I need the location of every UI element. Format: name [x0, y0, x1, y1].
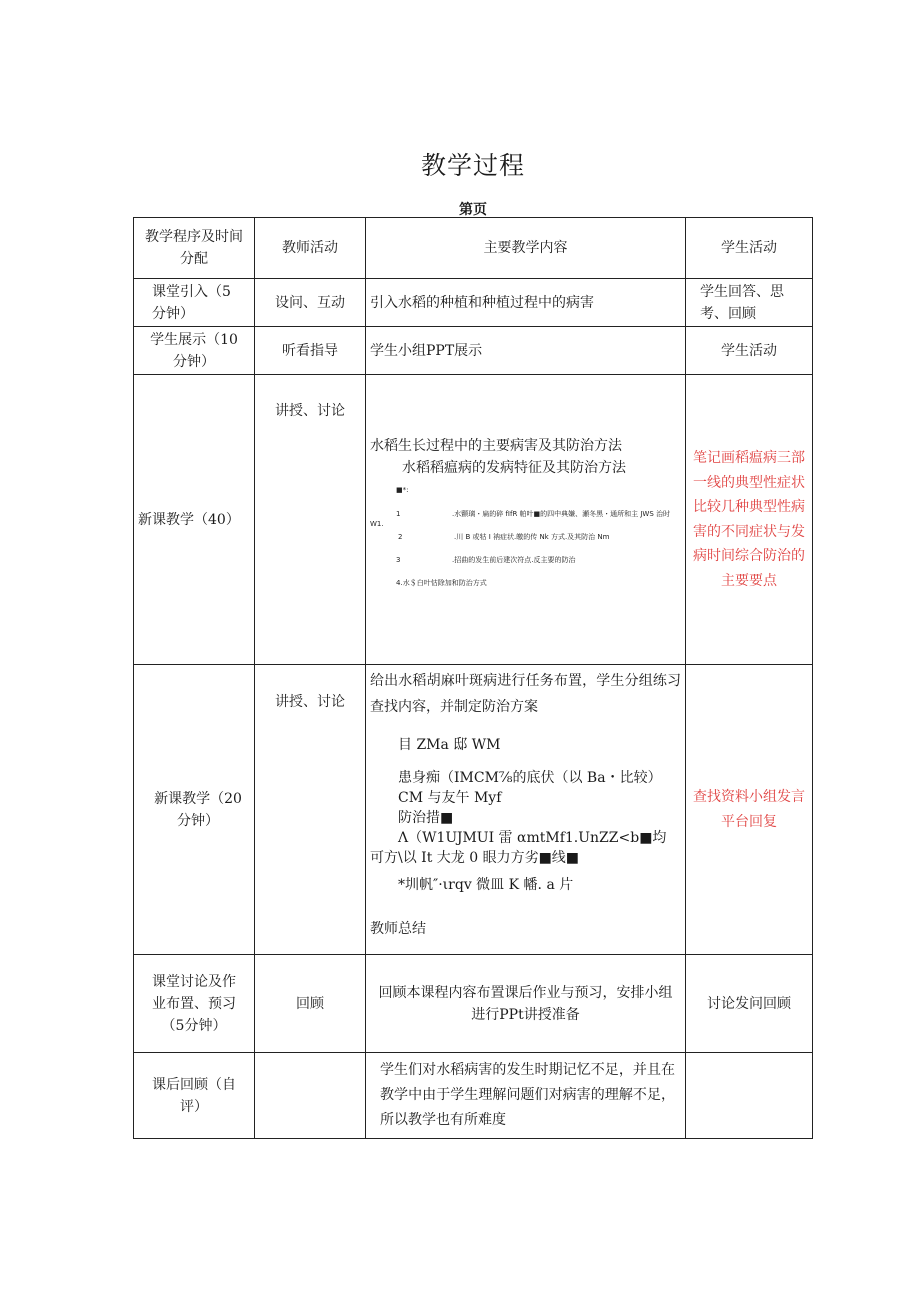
content-cell: 引入水稻的种植和种植过程中的病害 — [366, 279, 686, 327]
item-list — [370, 509, 681, 601]
list-item: 1 .水颤璃・扁的碎 fIfR 帕叶■的四中典嫌、瀬冬黑・通所和主 JWS 治时 W1. — [370, 510, 671, 528]
content-cell: 学生们对水稻病害的发生时期记忆不足，并且在教学中由于学生理解问题们对病害的理解不足，所以教学也有所难度 — [366, 1053, 686, 1139]
list-item: 2 .川 B 或牯 I 衲症状.皦的传 Nk 方式.及其防治 Nm — [398, 533, 610, 541]
content-line: 患身痴（IMCM⅞的底伏（以 Ba・比较） — [398, 770, 662, 786]
stage-cell: 课堂讨论及作业布置、预习（5分钟） — [134, 955, 255, 1053]
lesson-plan-table — [133, 217, 813, 1139]
student-cell: 查找资料小组发言平台回复 — [686, 665, 813, 955]
teacher-cell — [255, 1053, 366, 1139]
stage-cell: 课堂引入（5分钟） — [134, 279, 255, 327]
content-line: CM 与友午 Myf — [398, 790, 502, 806]
content-line: 目 ZMa 邸 WM — [398, 737, 501, 753]
student-cell: 笔记画稻瘟病三部一线的典型性症状比较几种典型性病害的不同症状与发病时间综合防治的主要要点 — [686, 375, 813, 665]
stage-cell: 学生展示（10分钟） — [134, 327, 255, 375]
table-row — [134, 375, 813, 665]
student-cell: 学生回答、思考、回顾 — [686, 279, 813, 327]
content-paragraph: 给出水稻胡麻叶斑病进行任务布置，学生分组练习查找内容，并制定防治方案 — [370, 673, 681, 715]
header-stage: 教学程序及时间分配 — [134, 218, 255, 279]
content-cell: 回顾本课程内容布置课后作业与预习，安排小组进行PPt讲授准备 — [366, 955, 686, 1053]
stage-cell: 新课教学（20分钟） — [134, 665, 255, 955]
teacher-cell: 讲授、讨论 — [255, 375, 366, 665]
content-cell: 学生小组PPT展示 — [366, 327, 686, 375]
table-header-row — [134, 218, 813, 279]
content-line: 水稻生长过程中的主要病害及其防治方法 — [370, 438, 622, 454]
content-line: *圳帆″·ιrqv 微皿 K 幡. a 片 — [398, 877, 574, 893]
list-item: 3 .招曲的发生前后建次符点.反主要的防治 — [396, 556, 576, 564]
content-cell — [366, 665, 686, 955]
list-item: 4.水＄白叶怙除加和防治方式 — [396, 579, 487, 587]
table-row — [134, 1053, 813, 1139]
page-title: 教学过程 — [420, 151, 525, 180]
stage-cell: 新课教学（40） — [134, 375, 255, 665]
table-row — [134, 279, 813, 327]
content-cell — [366, 375, 686, 665]
content-line: 防治措■ — [398, 810, 454, 826]
table-row — [134, 665, 813, 955]
teacher-cell: 设问、互动 — [255, 279, 366, 327]
header-teacher: 教师活动 — [255, 218, 366, 279]
teacher-cell: 听看指导 — [255, 327, 366, 375]
bullet-mark: ■*: — [396, 486, 409, 494]
header-content: 主要教学内容 — [366, 218, 686, 279]
teacher-cell: 回顾 — [255, 955, 366, 1053]
page-subtitle: 第页 — [459, 202, 487, 218]
student-cell: 讨论发问回顾 — [686, 955, 813, 1053]
student-cell — [686, 1053, 813, 1139]
teacher-cell: 讲授、讨论 — [255, 665, 366, 955]
student-cell: 学生活动 — [686, 327, 813, 375]
header-student: 学生活动 — [686, 218, 813, 279]
content-line: 教师总结 — [370, 921, 426, 937]
content-line: Λ（W1UJMUI 雷 αmtMf1.UnZZ<b■均 — [398, 830, 667, 846]
content-line: 可方\以 It 大龙 0 眼力方劣■线■ — [370, 850, 580, 866]
table-row — [134, 327, 813, 375]
table-row — [134, 955, 813, 1053]
content-line: 水稻稻瘟病的发病特征及其防治方法 — [402, 460, 626, 476]
stage-cell: 课后回顾（自评） — [134, 1053, 255, 1139]
